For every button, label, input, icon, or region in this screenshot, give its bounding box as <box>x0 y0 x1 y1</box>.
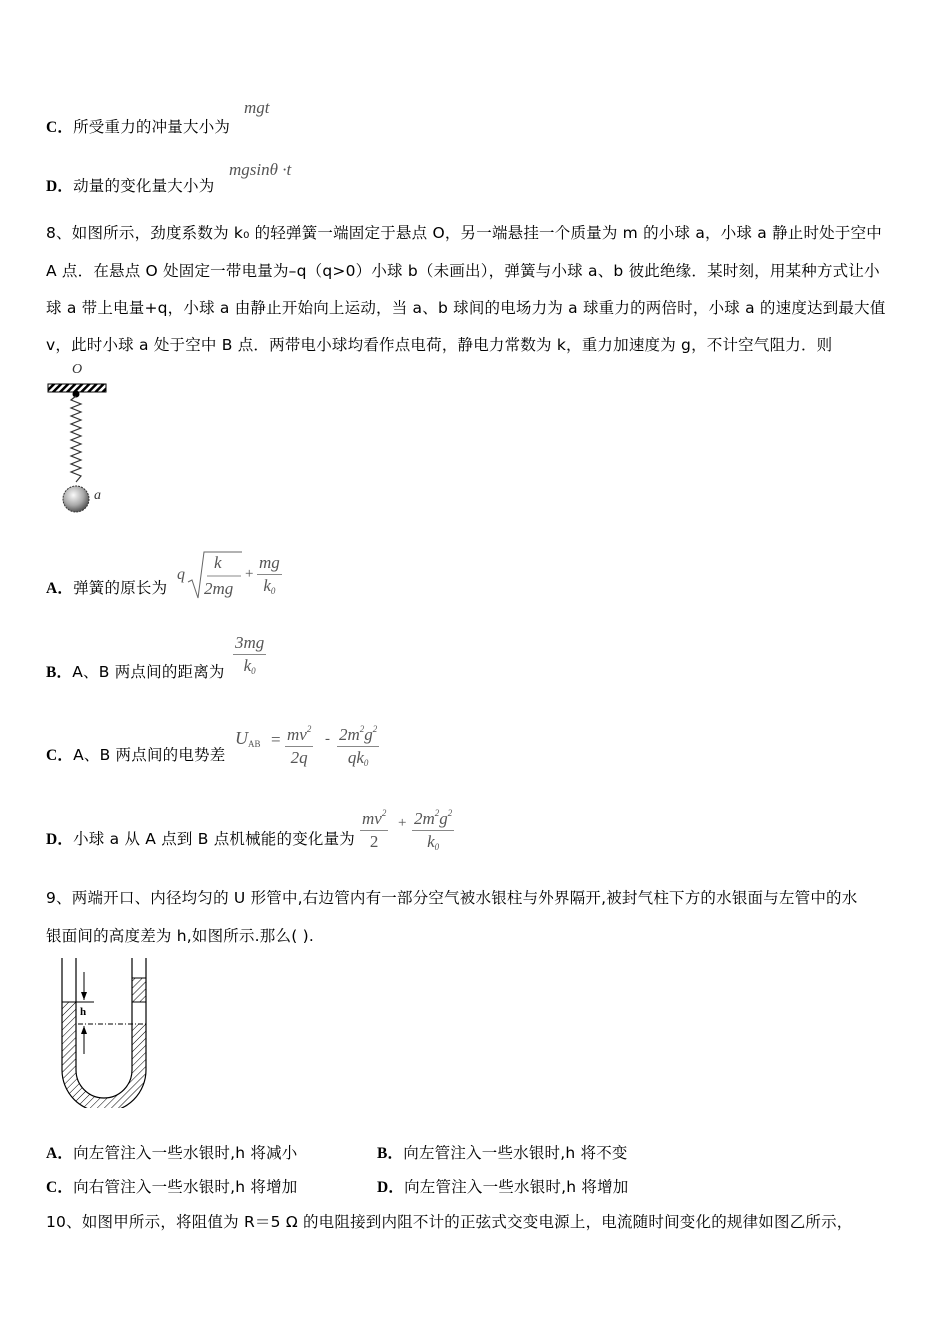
q8-option-c <box>46 743 225 765</box>
q9-number: 9、 <box>46 889 72 907</box>
q9-option-b <box>377 1141 628 1163</box>
h-label: h <box>80 1006 87 1018</box>
option-label: C． <box>46 119 74 136</box>
q10-text: 如图甲所示，将阻值为 R＝5 Ω 的电阻接到内阻不计的正弦式交变电源上，电流随时间变化的规律如图乙所示， <box>81 1213 853 1231</box>
option-text: 动量的变化量大小为 <box>73 177 215 195</box>
option-label: C． <box>46 747 74 764</box>
option-label: D． <box>46 831 74 848</box>
option-text: 向左管注入一些水银时,h 将增加 <box>404 1178 629 1196</box>
q8-option-d <box>46 827 355 849</box>
q8-line-2: A 点．在悬点 O 处固定一带电量为–q（q>0）小球 b（未画出），弹簧与小球 a、b 彼此绝缘．某时刻，用某种方式让小 <box>46 262 880 280</box>
formula-mgsin-theta-t: mgsinθ ·t <box>229 160 292 179</box>
option-text: 弹簧的原长为 <box>73 579 168 597</box>
q8-line-3: 球 a 带上电量+q，小球 a 由静止开始向上运动，当 a、b 球间的电场力为 a 球重力的两倍时，小球 a 的速度达到最大值 <box>46 299 886 317</box>
q8-line-4: v，此时小球 a 处于空中 B 点．两带电小球均看作点电荷，静电力常数为 k，重力加速度为 g，不计空气阻力．则 <box>46 336 833 354</box>
option-text: 向右管注入一些水银时,h 将增加 <box>73 1178 298 1196</box>
q7-option-d <box>46 174 214 196</box>
q8-number: 8、 <box>46 224 72 242</box>
option-text: 小球 a 从 A 点到 B 点机械能的变化量为 <box>73 830 355 848</box>
q8-option-b <box>46 660 225 682</box>
formula-potential-difference: $U_{AB}$ = $\frac{mv^2}{2q}$ - $\frac{2m^2g^2}{qk_0}$ <box>235 718 405 770</box>
option-label: D． <box>46 178 74 195</box>
q8-option-a <box>46 576 167 598</box>
option-label: A． <box>46 1145 74 1162</box>
pivot-label-o: O <box>72 362 83 377</box>
q7-option-c <box>46 115 230 137</box>
formula-mgt: mgt <box>244 98 270 117</box>
q9-line-2: 银面间的高度差为 h,如图所示.那么( ). <box>46 927 314 945</box>
option-text: 向左管注入一些水银时,h 将减小 <box>73 1144 298 1162</box>
option-text: 向左管注入一些水银时,h 将不变 <box>403 1144 628 1162</box>
q9-option-c <box>46 1175 297 1197</box>
formula-mechanical-energy-change: $\frac{mv^2}{2}$ + $\frac{2m^2g^2}{k_0}$ <box>360 802 480 854</box>
option-label: A． <box>46 580 74 597</box>
u-tube-figure <box>56 958 156 1108</box>
q10-number: 10、 <box>46 1213 82 1231</box>
q9-option-d <box>377 1175 628 1197</box>
spring-ball-figure <box>44 364 114 519</box>
q8-text: 如图所示，劲度系数为 k₀ 的轻弹簧一端固定于悬点 O，另一端悬挂一个质量为 m 的小球 a，小球 a 静止时处于空中 <box>71 224 882 242</box>
q8-line-1 <box>46 221 882 243</box>
option-label: C． <box>46 1179 74 1196</box>
option-text: 所受重力的冲量大小为 <box>73 118 231 136</box>
ball-label-a: a <box>94 488 101 503</box>
question-10 <box>46 1210 853 1232</box>
option-text: A、B 两点间的距离为 <box>72 663 225 681</box>
u-tube-diagram-icon <box>56 958 156 1108</box>
option-label: B． <box>46 664 73 681</box>
q9-text: 两端开口、内径均匀的 U 形管中,右边管内有一部分空气被水银柱与外界隔开,被封气柱下方的水银面与左管中的水 <box>71 889 858 907</box>
formula-ab-distance: $\frac{3mg}{k_0}$ <box>235 633 265 676</box>
q9-option-a <box>46 1141 297 1163</box>
q9-line-1 <box>46 886 857 908</box>
option-label: D． <box>377 1179 405 1196</box>
option-text: A、B 两点间的电势差 <box>73 746 226 764</box>
spring-diagram-icon <box>44 364 114 519</box>
option-label: B． <box>377 1145 404 1162</box>
